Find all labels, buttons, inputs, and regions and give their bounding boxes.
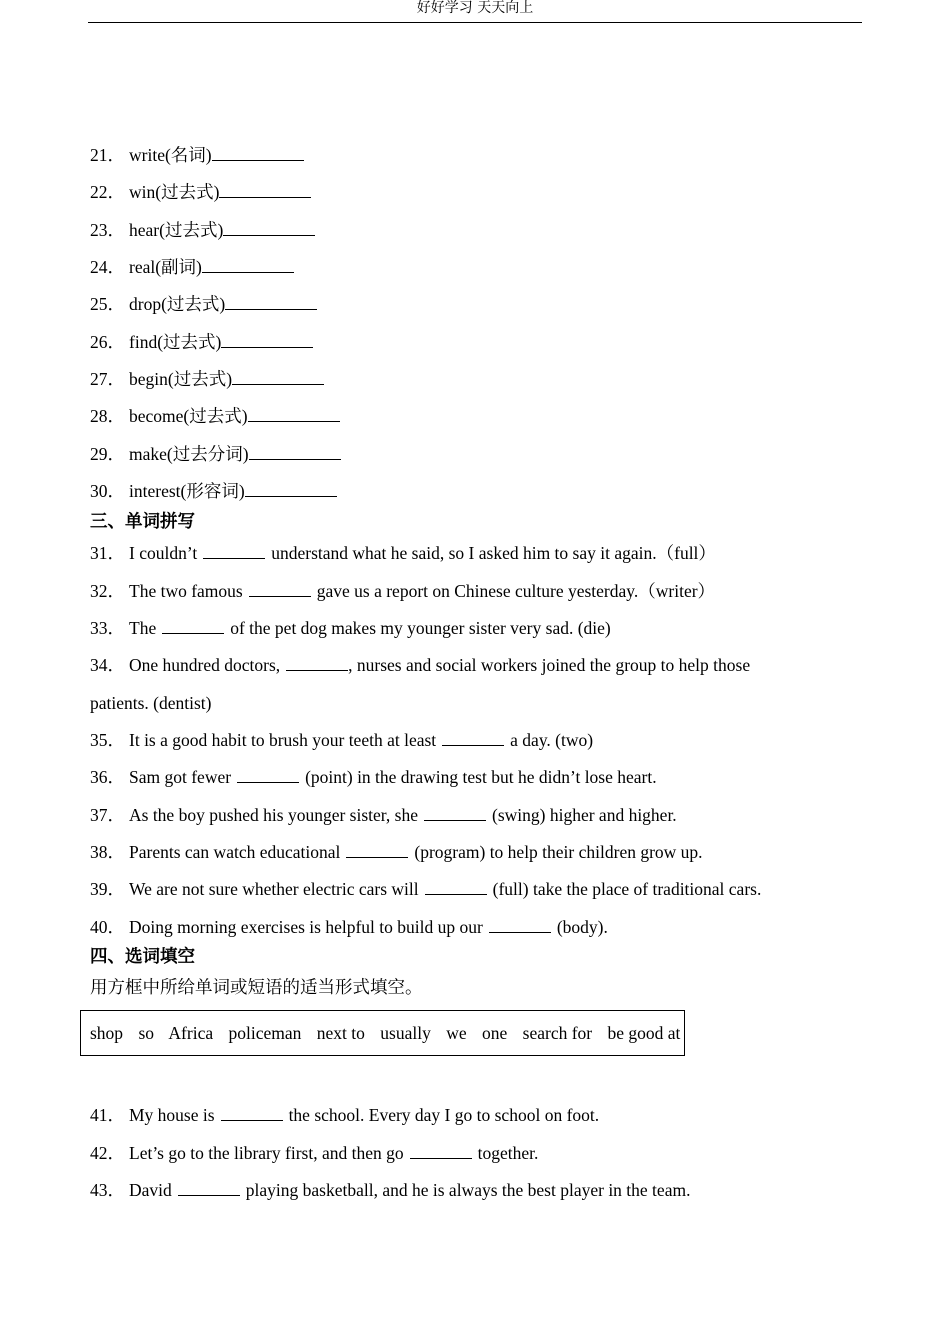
item-text: We are not sure whether electric cars will bbox=[129, 879, 419, 899]
answer-blank[interactable] bbox=[249, 580, 311, 597]
item-text: David bbox=[129, 1180, 172, 1200]
list-item bbox=[90, 293, 317, 315]
item-text: , nurses and social workers joined the group to help those bbox=[348, 655, 751, 675]
answer-blank[interactable] bbox=[221, 331, 313, 348]
item-text: begin(过去式) bbox=[129, 369, 233, 389]
item-text: Let’s go to the library first, and then go bbox=[129, 1143, 404, 1163]
item-text: interest(形容词) bbox=[129, 481, 245, 501]
item-number: 23． bbox=[90, 220, 125, 240]
item-number: 22． bbox=[90, 182, 125, 202]
list-item bbox=[90, 480, 337, 502]
item-text: win(过去式) bbox=[129, 182, 220, 202]
list-item bbox=[90, 542, 716, 564]
list-item bbox=[90, 580, 715, 602]
item-number: 29． bbox=[90, 444, 125, 464]
word-bank-item: we bbox=[446, 1023, 467, 1043]
item-text: become(过去式) bbox=[129, 406, 248, 426]
item-number: 31． bbox=[90, 543, 125, 563]
item-text: find(过去式) bbox=[129, 332, 222, 352]
word-bank-item: shop bbox=[90, 1023, 124, 1043]
item-text: playing basketball, and he is always the best player in the team. bbox=[245, 1180, 691, 1200]
answer-blank[interactable] bbox=[248, 405, 340, 422]
list-item bbox=[90, 841, 703, 863]
item-text: real(副词) bbox=[129, 257, 202, 277]
answer-blank[interactable] bbox=[212, 144, 304, 161]
word-bank-item: be good at bbox=[607, 1023, 681, 1043]
item-number: 33． bbox=[90, 618, 125, 638]
item-text: the school. Every day I go to school on foot. bbox=[288, 1105, 600, 1125]
answer-blank[interactable] bbox=[219, 181, 311, 198]
item-number: 36． bbox=[90, 767, 125, 787]
item-number: 28． bbox=[90, 406, 125, 426]
answer-blank[interactable] bbox=[162, 617, 224, 634]
item-text: write(名词) bbox=[129, 145, 212, 165]
answer-blank[interactable] bbox=[178, 1179, 240, 1196]
item-number: 30． bbox=[90, 481, 125, 501]
list-item bbox=[90, 219, 315, 241]
item-number: 41． bbox=[90, 1105, 125, 1125]
list-item bbox=[90, 766, 657, 788]
answer-blank[interactable] bbox=[489, 916, 551, 933]
list-item bbox=[90, 331, 313, 353]
item-text: a day. (two) bbox=[510, 730, 594, 750]
page-header bbox=[88, 0, 862, 23]
answer-blank[interactable] bbox=[202, 256, 294, 273]
list-item bbox=[90, 804, 677, 826]
item-text: (point) in the drawing test but he didn’t lose heart. bbox=[305, 767, 657, 787]
list-item bbox=[90, 916, 608, 938]
item-text: gave us a report on Chinese culture yesterday.（writer） bbox=[316, 581, 716, 601]
item-text: One hundred doctors, bbox=[129, 655, 281, 675]
answer-blank[interactable] bbox=[245, 480, 337, 497]
item-number: 42． bbox=[90, 1143, 125, 1163]
item-text: (full) take the place of traditional cars. bbox=[492, 879, 762, 899]
answer-blank[interactable] bbox=[203, 542, 265, 559]
list-item bbox=[90, 1142, 538, 1164]
answer-blank[interactable] bbox=[237, 766, 299, 783]
item-text: Doing morning exercises is helpful to build up our bbox=[129, 917, 483, 937]
item-number: 38． bbox=[90, 842, 125, 862]
word-bank-item: next to bbox=[316, 1023, 365, 1043]
item-text: together. bbox=[477, 1143, 539, 1163]
item-number: 34． bbox=[90, 655, 125, 675]
section-heading: 四、选词填空 bbox=[90, 947, 195, 967]
item-number: 32． bbox=[90, 581, 125, 601]
answer-blank[interactable] bbox=[346, 841, 408, 858]
answer-blank[interactable] bbox=[286, 654, 348, 671]
item-text: The two famous bbox=[129, 581, 243, 601]
item-text: understand what he said, so I asked him to say it again.（full） bbox=[271, 543, 716, 563]
item-number: 37． bbox=[90, 805, 125, 825]
item-text: As the boy pushed his younger sister, she bbox=[129, 805, 418, 825]
item-text: drop(过去式) bbox=[129, 294, 226, 314]
list-item-continuation: patients. (dentist) bbox=[90, 693, 212, 713]
list-item bbox=[90, 443, 341, 465]
answer-blank[interactable] bbox=[225, 293, 317, 310]
answer-blank[interactable] bbox=[410, 1142, 472, 1159]
word-bank-item: usually bbox=[380, 1023, 431, 1043]
word-bank-item: one bbox=[481, 1023, 508, 1043]
section-heading: 三、单词拼写 bbox=[90, 512, 195, 532]
answer-blank[interactable] bbox=[223, 219, 315, 236]
answer-blank[interactable] bbox=[425, 878, 487, 895]
word-bank-item: search for bbox=[522, 1023, 593, 1043]
item-number: 43． bbox=[90, 1180, 125, 1200]
header-title: 好好学习 天天向上 bbox=[416, 0, 534, 16]
item-number: 24． bbox=[90, 257, 125, 277]
word-bank-item: policeman bbox=[228, 1023, 302, 1043]
answer-blank[interactable] bbox=[232, 368, 324, 385]
item-number: 35． bbox=[90, 730, 125, 750]
word-bank-item: so bbox=[138, 1023, 154, 1043]
list-item bbox=[90, 181, 311, 203]
item-text: I couldn’t bbox=[129, 543, 198, 563]
answer-blank[interactable] bbox=[424, 804, 486, 821]
item-text: hear(过去式) bbox=[129, 220, 224, 240]
item-text: (body). bbox=[556, 917, 608, 937]
word-bank-item: Africa bbox=[168, 1023, 214, 1043]
answer-blank[interactable] bbox=[249, 443, 341, 460]
section-instruction: 用方框中所给单词或短语的适当形式填空。 bbox=[90, 978, 423, 998]
item-text: make(过去分词) bbox=[129, 444, 249, 464]
item-number: 21． bbox=[90, 145, 125, 165]
list-item bbox=[90, 1179, 690, 1201]
word-bank-box bbox=[80, 1010, 685, 1056]
list-item bbox=[90, 405, 340, 427]
item-text: (program) to help their children grow up. bbox=[414, 842, 703, 862]
list-item bbox=[90, 878, 761, 900]
item-text: My house is bbox=[129, 1105, 215, 1125]
item-text: Sam got fewer bbox=[129, 767, 232, 787]
list-item bbox=[90, 617, 611, 639]
item-text: of the pet dog makes my younger sister very sad. (die) bbox=[230, 618, 611, 638]
item-number: 26． bbox=[90, 332, 125, 352]
answer-blank[interactable] bbox=[442, 729, 504, 746]
item-text: Parents can watch educational bbox=[129, 842, 341, 862]
list-item bbox=[90, 256, 294, 278]
list-item bbox=[90, 654, 750, 676]
list-item bbox=[90, 368, 324, 390]
list-item bbox=[90, 729, 593, 751]
answer-blank[interactable] bbox=[221, 1104, 283, 1121]
item-number: 39． bbox=[90, 879, 125, 899]
item-text: It is a good habit to brush your teeth at least bbox=[129, 730, 437, 750]
item-number: 40． bbox=[90, 917, 125, 937]
list-item bbox=[90, 144, 304, 166]
item-text: The bbox=[129, 618, 157, 638]
item-number: 27． bbox=[90, 369, 125, 389]
item-number: 25． bbox=[90, 294, 125, 314]
list-item bbox=[90, 1104, 599, 1126]
item-text: (swing) higher and higher. bbox=[492, 805, 677, 825]
